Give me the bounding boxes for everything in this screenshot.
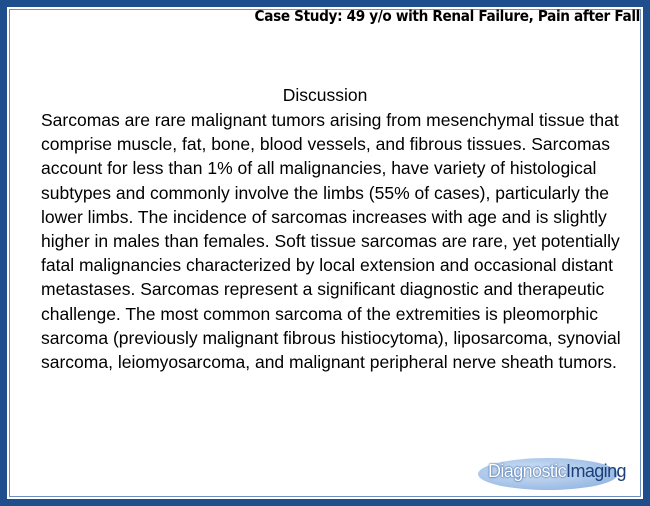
logo-text-imaging: Imaging xyxy=(566,461,626,481)
case-study-title: Case Study: 49 y/o with Renal Failure, Pain after Fall xyxy=(254,7,640,25)
discussion-heading: Discussion xyxy=(282,85,368,105)
discussion-body-text: Sarcomas are rare malignant tumors arising from mesenchymal tissue that comprise muscle, fat, bone, blood vessels, and fibrous tissues. Sarcomas account for less than 1% of all malignancies, have variety of histological subtypes and commonly involve the limbs (55% of cases), particularly the lower limbs. The incidence of sarcomas increases with age and is slightly higher in males than females. Soft tissue sarcomas are rare, yet potentially fatal malignancies characterized by local extension and occasional distant metastases. Sarcomas represent a significant diagnostic and therapeutic challenge. The most common sarcoma of the extremities is pleomorphic sarcoma (previously malignant fibrous histiocytoma), liposarcoma, synovial sarcoma, leiomyosarcoma, and malignant peripheral nerve sheath tumors. xyxy=(41,110,621,373)
diagnostic-imaging-logo xyxy=(472,454,632,494)
logo-text xyxy=(488,461,626,482)
logo-text-diagnostic: Diagnostic xyxy=(488,461,567,481)
